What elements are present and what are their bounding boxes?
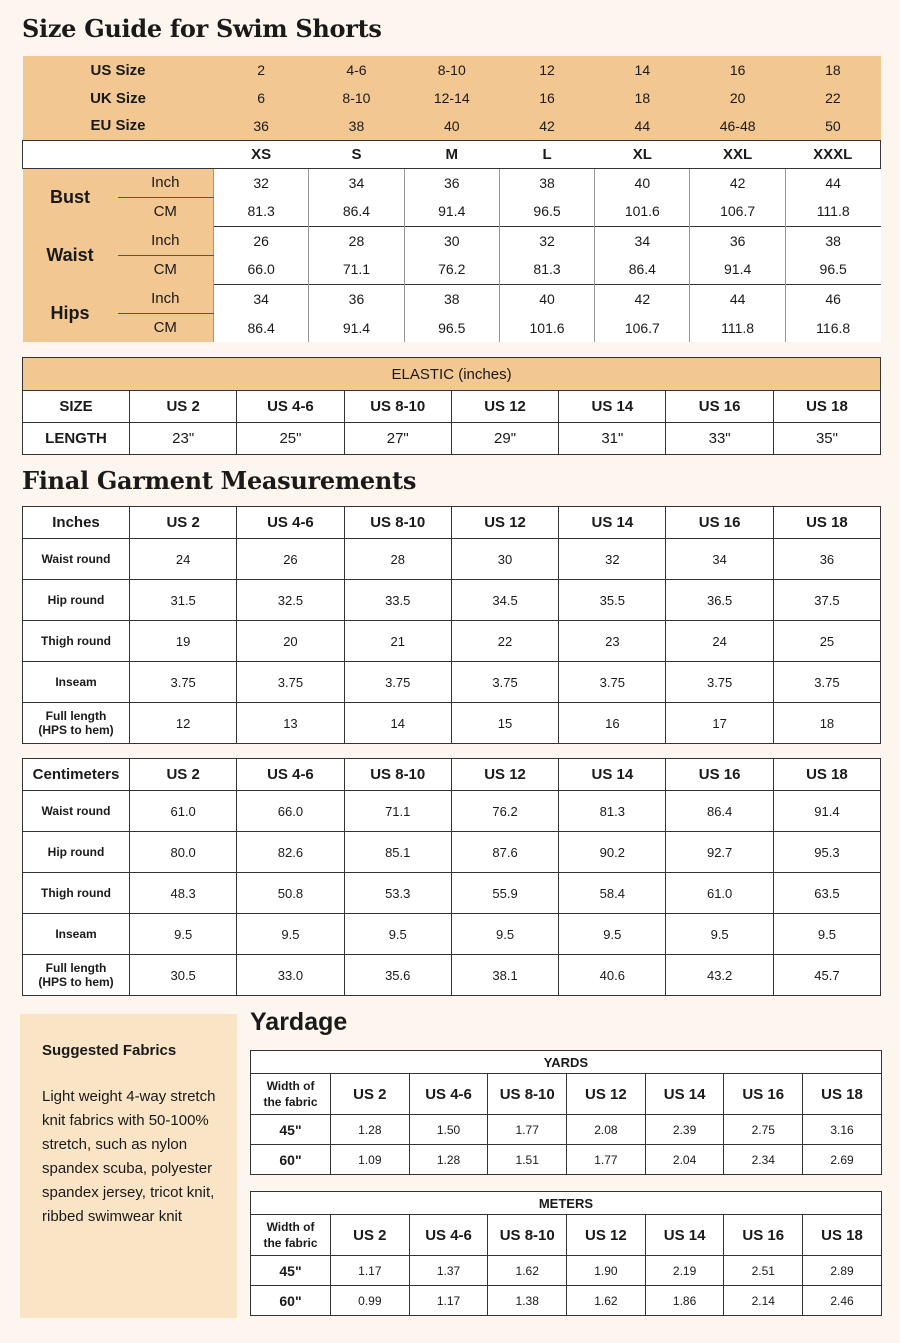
table-row: [251, 1145, 882, 1175]
yards-table: [250, 1050, 882, 1175]
bust-inch-cell: 34: [309, 168, 404, 197]
table-row: [23, 791, 881, 832]
suggested-fabrics-panel: [20, 1014, 237, 1318]
size-header: US 8-10: [488, 1215, 567, 1256]
table-cell: 53.3: [344, 873, 451, 914]
size-header: US 16: [724, 1215, 803, 1256]
size-header: US 2: [331, 1215, 410, 1256]
page-title: Size Guide for Swim Shorts: [22, 14, 382, 43]
table-row: [23, 832, 881, 873]
table-row: [23, 662, 881, 703]
hips-inch-row: [23, 284, 881, 313]
waist-cm-cell: 96.5: [785, 255, 880, 284]
table-cell: 22: [451, 621, 558, 662]
us-size-cell: 2: [214, 56, 309, 84]
final-cm-corner: Centimeters: [23, 759, 130, 791]
size-header: US 8-10: [344, 759, 451, 791]
letter-size-cell: M: [404, 140, 499, 168]
waist-cm-cell: 86.4: [595, 255, 690, 284]
hips-inch-cell: 40: [499, 284, 594, 313]
size-header: US 2: [130, 507, 237, 539]
suggested-fabrics-text: Light weight 4-way stretch knit fabrics with 50-100% stretch, such as nylon spandex scuba, polyester spandex jersey, tricot knit, ribbed swimwear knit: [42, 1088, 216, 1225]
bust-cm-cell: 101.6: [595, 197, 690, 226]
elastic-length-cell: 27": [344, 423, 451, 455]
row-label: Waist round: [23, 791, 130, 832]
table-cell: 58.4: [559, 873, 666, 914]
waist-inch-cell: 34: [595, 226, 690, 255]
eu-size-cell: 38: [309, 112, 404, 140]
waist-label: Waist: [23, 226, 118, 284]
size-header: US 18: [773, 507, 880, 539]
size-header: US 16: [666, 507, 773, 539]
size-header: US 14: [559, 507, 666, 539]
table-cell: 3.16: [803, 1115, 882, 1145]
us-size-row: [23, 56, 881, 84]
bust-cm-cell: 81.3: [214, 197, 309, 226]
uk-size-label: UK Size: [23, 84, 214, 112]
table-row: [251, 1286, 882, 1316]
table-cell: 1.37: [409, 1256, 488, 1286]
hips-inch-cell: 42: [595, 284, 690, 313]
size-header: US 4-6: [237, 507, 344, 539]
table-cell: 2.75: [724, 1115, 803, 1145]
table-cell: 2.46: [803, 1286, 882, 1316]
uk-size-cell: 6: [214, 84, 309, 112]
elastic-size-cell: US 2: [130, 391, 237, 423]
size-header: US 4-6: [409, 1074, 488, 1115]
eu-size-cell: 50: [785, 112, 880, 140]
size-header: US 18: [803, 1074, 882, 1115]
yards-caption-row: [251, 1051, 882, 1074]
row-label: Thigh round: [23, 621, 130, 662]
uk-size-cell: 18: [595, 84, 690, 112]
table-row: [23, 539, 881, 580]
table-cell: 61.0: [130, 791, 237, 832]
row-label-line1: Full length: [45, 961, 107, 975]
table-cell: 34: [666, 539, 773, 580]
table-cell: 2.51: [724, 1256, 803, 1286]
meters-caption-row: [251, 1192, 882, 1215]
size-header: US 14: [645, 1215, 724, 1256]
bust-cm-row: [23, 197, 881, 226]
elastic-size-cell: US 4-6: [237, 391, 344, 423]
eu-size-label: EU Size: [23, 112, 214, 140]
row-label-line2: (HPS to hem): [38, 975, 114, 989]
eu-size-cell: 44: [595, 112, 690, 140]
fabric-width: 60": [251, 1145, 331, 1175]
width-label-line2: the fabric: [263, 1095, 318, 1109]
table-cell: 9.5: [237, 914, 344, 955]
hips-inch-cell: 38: [404, 284, 499, 313]
table-cell: 25: [773, 621, 880, 662]
table-cell: 9.5: [344, 914, 451, 955]
table-cell: 36: [773, 539, 880, 580]
unit-inch: Inch: [118, 284, 214, 313]
table-cell: 85.1: [344, 832, 451, 873]
bust-cm-cell: 106.7: [690, 197, 785, 226]
letter-size-cell: XL: [595, 140, 690, 168]
table-cell: 3.75: [666, 662, 773, 703]
table-cell: 50.8: [237, 873, 344, 914]
table-cell: 1.77: [488, 1115, 567, 1145]
us-size-cell: 12: [499, 56, 594, 84]
table-cell: 95.3: [773, 832, 880, 873]
uk-size-cell: 22: [785, 84, 880, 112]
eu-size-row: [23, 112, 881, 140]
hips-cm-cell: 116.8: [785, 313, 880, 342]
suggested-fabrics-heading: Suggested Fabrics: [42, 1042, 177, 1059]
bust-inch-cell: 42: [690, 168, 785, 197]
size-header: US 16: [666, 759, 773, 791]
hips-cm-cell: 96.5: [404, 313, 499, 342]
letter-size-row: [23, 140, 881, 168]
hips-inch-cell: 46: [785, 284, 880, 313]
table-row: [23, 955, 881, 996]
fabric-width: 45": [251, 1256, 331, 1286]
eu-size-cell: 40: [404, 112, 499, 140]
elastic-length-cell: 25": [237, 423, 344, 455]
elastic-length-cell: 23": [130, 423, 237, 455]
table-cell: 1.50: [409, 1115, 488, 1145]
table-cell: 1.17: [409, 1286, 488, 1316]
table-cell: 92.7: [666, 832, 773, 873]
table-cell: 55.9: [451, 873, 558, 914]
table-cell: 19: [130, 621, 237, 662]
letter-size-cell: L: [499, 140, 594, 168]
table-cell: 23: [559, 621, 666, 662]
hips-cm-cell: 101.6: [499, 313, 594, 342]
letter-size-cell: XXXL: [785, 140, 880, 168]
table-row: [251, 1256, 882, 1286]
table-cell: 90.2: [559, 832, 666, 873]
size-header: US 4-6: [409, 1215, 488, 1256]
waist-inch-row: [23, 226, 881, 255]
eu-size-cell: 42: [499, 112, 594, 140]
table-cell: 38.1: [451, 955, 558, 996]
unit-inch: Inch: [118, 168, 214, 197]
table-cell: 35.6: [344, 955, 451, 996]
table-cell: 36.5: [666, 580, 773, 621]
table-cell: 71.1: [344, 791, 451, 832]
eu-size-cell: 36: [214, 112, 309, 140]
letter-size-cell: XXL: [690, 140, 785, 168]
table-cell: 3.75: [773, 662, 880, 703]
table-cell: 9.5: [773, 914, 880, 955]
table-cell: 61.0: [666, 873, 773, 914]
table-cell: 20: [237, 621, 344, 662]
uk-size-cell: 12-14: [404, 84, 499, 112]
table-cell: 2.39: [645, 1115, 724, 1145]
hips-cm-cell: 91.4: [309, 313, 404, 342]
table-cell: 30.5: [130, 955, 237, 996]
table-cell: 82.6: [237, 832, 344, 873]
table-cell: 1.62: [488, 1256, 567, 1286]
width-of-fabric-label: [251, 1215, 331, 1256]
elastic-header-row: [23, 358, 881, 391]
elastic-length-label: LENGTH: [23, 423, 130, 455]
table-cell: 32: [559, 539, 666, 580]
yardage-title: Yardage: [250, 1008, 348, 1036]
waist-inch-cell: 38: [785, 226, 880, 255]
waist-inch-cell: 32: [499, 226, 594, 255]
hips-cm-cell: 106.7: [595, 313, 690, 342]
unit-cm: CM: [118, 313, 214, 342]
row-label: Inseam: [23, 914, 130, 955]
final-cm-header: [23, 759, 881, 791]
table-cell: 37.5: [773, 580, 880, 621]
table-cell: 16: [559, 703, 666, 744]
table-cell: 1.77: [567, 1145, 646, 1175]
table-cell: 1.38: [488, 1286, 567, 1316]
final-inches-corner: Inches: [23, 507, 130, 539]
width-of-fabric-label: [251, 1074, 331, 1115]
row-label: Thigh round: [23, 873, 130, 914]
letter-size-cell: XS: [214, 140, 309, 168]
table-cell: 2.08: [567, 1115, 646, 1145]
width-label-line1: Width of: [266, 1079, 315, 1093]
final-cm-table: [22, 758, 881, 996]
hips-inch-cell: 36: [309, 284, 404, 313]
width-label-line1: Width of: [266, 1220, 315, 1234]
elastic-length-row: [23, 423, 881, 455]
bust-cm-cell: 111.8: [785, 197, 880, 226]
table-cell: 15: [451, 703, 558, 744]
unit-cm: CM: [118, 197, 214, 226]
table-row: [251, 1115, 882, 1145]
table-cell: 2.34: [724, 1145, 803, 1175]
meters-caption: METERS: [251, 1192, 882, 1215]
table-cell: 2.04: [645, 1145, 724, 1175]
final-inches-header: [23, 507, 881, 539]
us-size-label: US Size: [23, 56, 214, 84]
table-cell: 76.2: [451, 791, 558, 832]
elastic-length-cell: 33": [666, 423, 773, 455]
bust-label: Bust: [23, 168, 118, 226]
table-cell: 40.6: [559, 955, 666, 996]
table-cell: 91.4: [773, 791, 880, 832]
table-cell: 1.86: [645, 1286, 724, 1316]
yards-caption: YARDS: [251, 1051, 882, 1074]
table-cell: 24: [666, 621, 773, 662]
table-cell: 1.09: [331, 1145, 410, 1175]
table-cell: 1.28: [409, 1145, 488, 1175]
size-header: US 12: [567, 1074, 646, 1115]
elastic-size-cell: US 12: [451, 391, 558, 423]
elastic-size-cell: US 8-10: [344, 391, 451, 423]
us-size-cell: 8-10: [404, 56, 499, 84]
table-cell: 18: [773, 703, 880, 744]
final-measurements-title: Final Garment Measurements: [22, 466, 417, 495]
waist-cm-cell: 66.0: [214, 255, 309, 284]
table-cell: 3.75: [451, 662, 558, 703]
table-cell: 35.5: [559, 580, 666, 621]
us-size-cell: 14: [595, 56, 690, 84]
size-header: US 2: [331, 1074, 410, 1115]
table-cell: 26: [237, 539, 344, 580]
table-cell: 9.5: [451, 914, 558, 955]
table-cell: 3.75: [130, 662, 237, 703]
meters-header-row: [251, 1215, 882, 1256]
bust-inch-cell: 38: [499, 168, 594, 197]
elastic-size-cell: US 16: [666, 391, 773, 423]
size-header: US 18: [803, 1215, 882, 1256]
size-guide-table: [22, 56, 881, 342]
table-cell: 43.2: [666, 955, 773, 996]
hips-label: Hips: [23, 284, 118, 342]
waist-cm-row: [23, 255, 881, 284]
table-cell: 3.75: [559, 662, 666, 703]
table-row: [23, 580, 881, 621]
table-cell: 9.5: [130, 914, 237, 955]
size-header: US 14: [559, 759, 666, 791]
elastic-length-cell: 29": [451, 423, 558, 455]
waist-cm-cell: 76.2: [404, 255, 499, 284]
us-size-cell: 18: [785, 56, 880, 84]
table-cell: 24: [130, 539, 237, 580]
bust-inch-cell: 40: [595, 168, 690, 197]
bust-inch-cell: 44: [785, 168, 880, 197]
table-cell: 0.99: [331, 1286, 410, 1316]
row-label: [23, 955, 130, 996]
table-cell: 87.6: [451, 832, 558, 873]
meters-table: [250, 1191, 882, 1316]
table-cell: 33.5: [344, 580, 451, 621]
hips-inch-cell: 44: [690, 284, 785, 313]
hips-cm-cell: 111.8: [690, 313, 785, 342]
size-header: US 12: [567, 1215, 646, 1256]
size-header: US 12: [451, 759, 558, 791]
bust-cm-cell: 91.4: [404, 197, 499, 226]
table-cell: 21: [344, 621, 451, 662]
size-header: US 16: [724, 1074, 803, 1115]
table-cell: 1.90: [567, 1256, 646, 1286]
table-cell: 66.0: [237, 791, 344, 832]
final-inches-table: [22, 506, 881, 744]
table-cell: 1.62: [567, 1286, 646, 1316]
table-cell: 3.75: [237, 662, 344, 703]
row-label-line1: Full length: [45, 709, 107, 723]
row-label: Inseam: [23, 662, 130, 703]
table-cell: 34.5: [451, 580, 558, 621]
table-cell: 13: [237, 703, 344, 744]
table-cell: 48.3: [130, 873, 237, 914]
table-cell: 2.89: [803, 1256, 882, 1286]
size-header: US 8-10: [488, 1074, 567, 1115]
table-cell: 1.51: [488, 1145, 567, 1175]
size-header: US 12: [451, 507, 558, 539]
table-cell: 17: [666, 703, 773, 744]
fabric-width: 45": [251, 1115, 331, 1145]
waist-cm-cell: 71.1: [309, 255, 404, 284]
table-row: [23, 703, 881, 744]
elastic-length-cell: 31": [559, 423, 666, 455]
table-cell: 28: [344, 539, 451, 580]
size-header: US 14: [645, 1074, 724, 1115]
table-cell: 2.69: [803, 1145, 882, 1175]
table-row: [23, 914, 881, 955]
table-row: [23, 621, 881, 662]
waist-inch-cell: 36: [690, 226, 785, 255]
elastic-length-cell: 35": [773, 423, 880, 455]
table-cell: 1.28: [331, 1115, 410, 1145]
table-cell: 3.75: [344, 662, 451, 703]
table-cell: 1.17: [331, 1256, 410, 1286]
table-cell: 31.5: [130, 580, 237, 621]
uk-size-cell: 8-10: [309, 84, 404, 112]
letter-size-cell: S: [309, 140, 404, 168]
table-row: [23, 873, 881, 914]
elastic-size-label: SIZE: [23, 391, 130, 423]
table-cell: 32.5: [237, 580, 344, 621]
table-cell: 2.19: [645, 1256, 724, 1286]
unit-cm: CM: [118, 255, 214, 284]
size-header: US 18: [773, 759, 880, 791]
size-header: US 4-6: [237, 759, 344, 791]
table-cell: 2.14: [724, 1286, 803, 1316]
table-cell: 30: [451, 539, 558, 580]
uk-size-cell: 16: [499, 84, 594, 112]
waist-inch-cell: 26: [214, 226, 309, 255]
table-cell: 9.5: [666, 914, 773, 955]
table-cell: 81.3: [559, 791, 666, 832]
uk-size-cell: 20: [690, 84, 785, 112]
row-label: Hip round: [23, 580, 130, 621]
size-header: US 8-10: [344, 507, 451, 539]
row-label: [23, 703, 130, 744]
bust-cm-cell: 86.4: [309, 197, 404, 226]
row-label: Waist round: [23, 539, 130, 580]
elastic-size-cell: US 18: [773, 391, 880, 423]
hips-cm-cell: 86.4: [214, 313, 309, 342]
elastic-table: [22, 357, 881, 455]
hips-inch-cell: 34: [214, 284, 309, 313]
size-header: US 2: [130, 759, 237, 791]
hips-cm-row: [23, 313, 881, 342]
us-size-cell: 4-6: [309, 56, 404, 84]
eu-size-cell: 46-48: [690, 112, 785, 140]
table-cell: 86.4: [666, 791, 773, 832]
fabric-width: 60": [251, 1286, 331, 1316]
row-label-line2: (HPS to hem): [38, 723, 114, 737]
table-cell: 80.0: [130, 832, 237, 873]
uk-size-row: [23, 84, 881, 112]
unit-inch: Inch: [118, 226, 214, 255]
row-label: Hip round: [23, 832, 130, 873]
waist-inch-cell: 30: [404, 226, 499, 255]
table-cell: 45.7: [773, 955, 880, 996]
us-size-cell: 16: [690, 56, 785, 84]
waist-cm-cell: 91.4: [690, 255, 785, 284]
bust-inch-cell: 36: [404, 168, 499, 197]
elastic-header: ELASTIC (inches): [23, 358, 881, 391]
elastic-size-cell: US 14: [559, 391, 666, 423]
table-cell: 12: [130, 703, 237, 744]
bust-inch-row: [23, 168, 881, 197]
width-label-line2: the fabric: [263, 1236, 318, 1250]
yards-header-row: [251, 1074, 882, 1115]
waist-inch-cell: 28: [309, 226, 404, 255]
bust-inch-cell: 32: [214, 168, 309, 197]
waist-cm-cell: 81.3: [499, 255, 594, 284]
table-cell: 9.5: [559, 914, 666, 955]
letter-size-blank: [23, 140, 214, 168]
table-cell: 14: [344, 703, 451, 744]
elastic-size-row: [23, 391, 881, 423]
table-cell: 33.0: [237, 955, 344, 996]
bust-cm-cell: 96.5: [499, 197, 594, 226]
table-cell: 63.5: [773, 873, 880, 914]
